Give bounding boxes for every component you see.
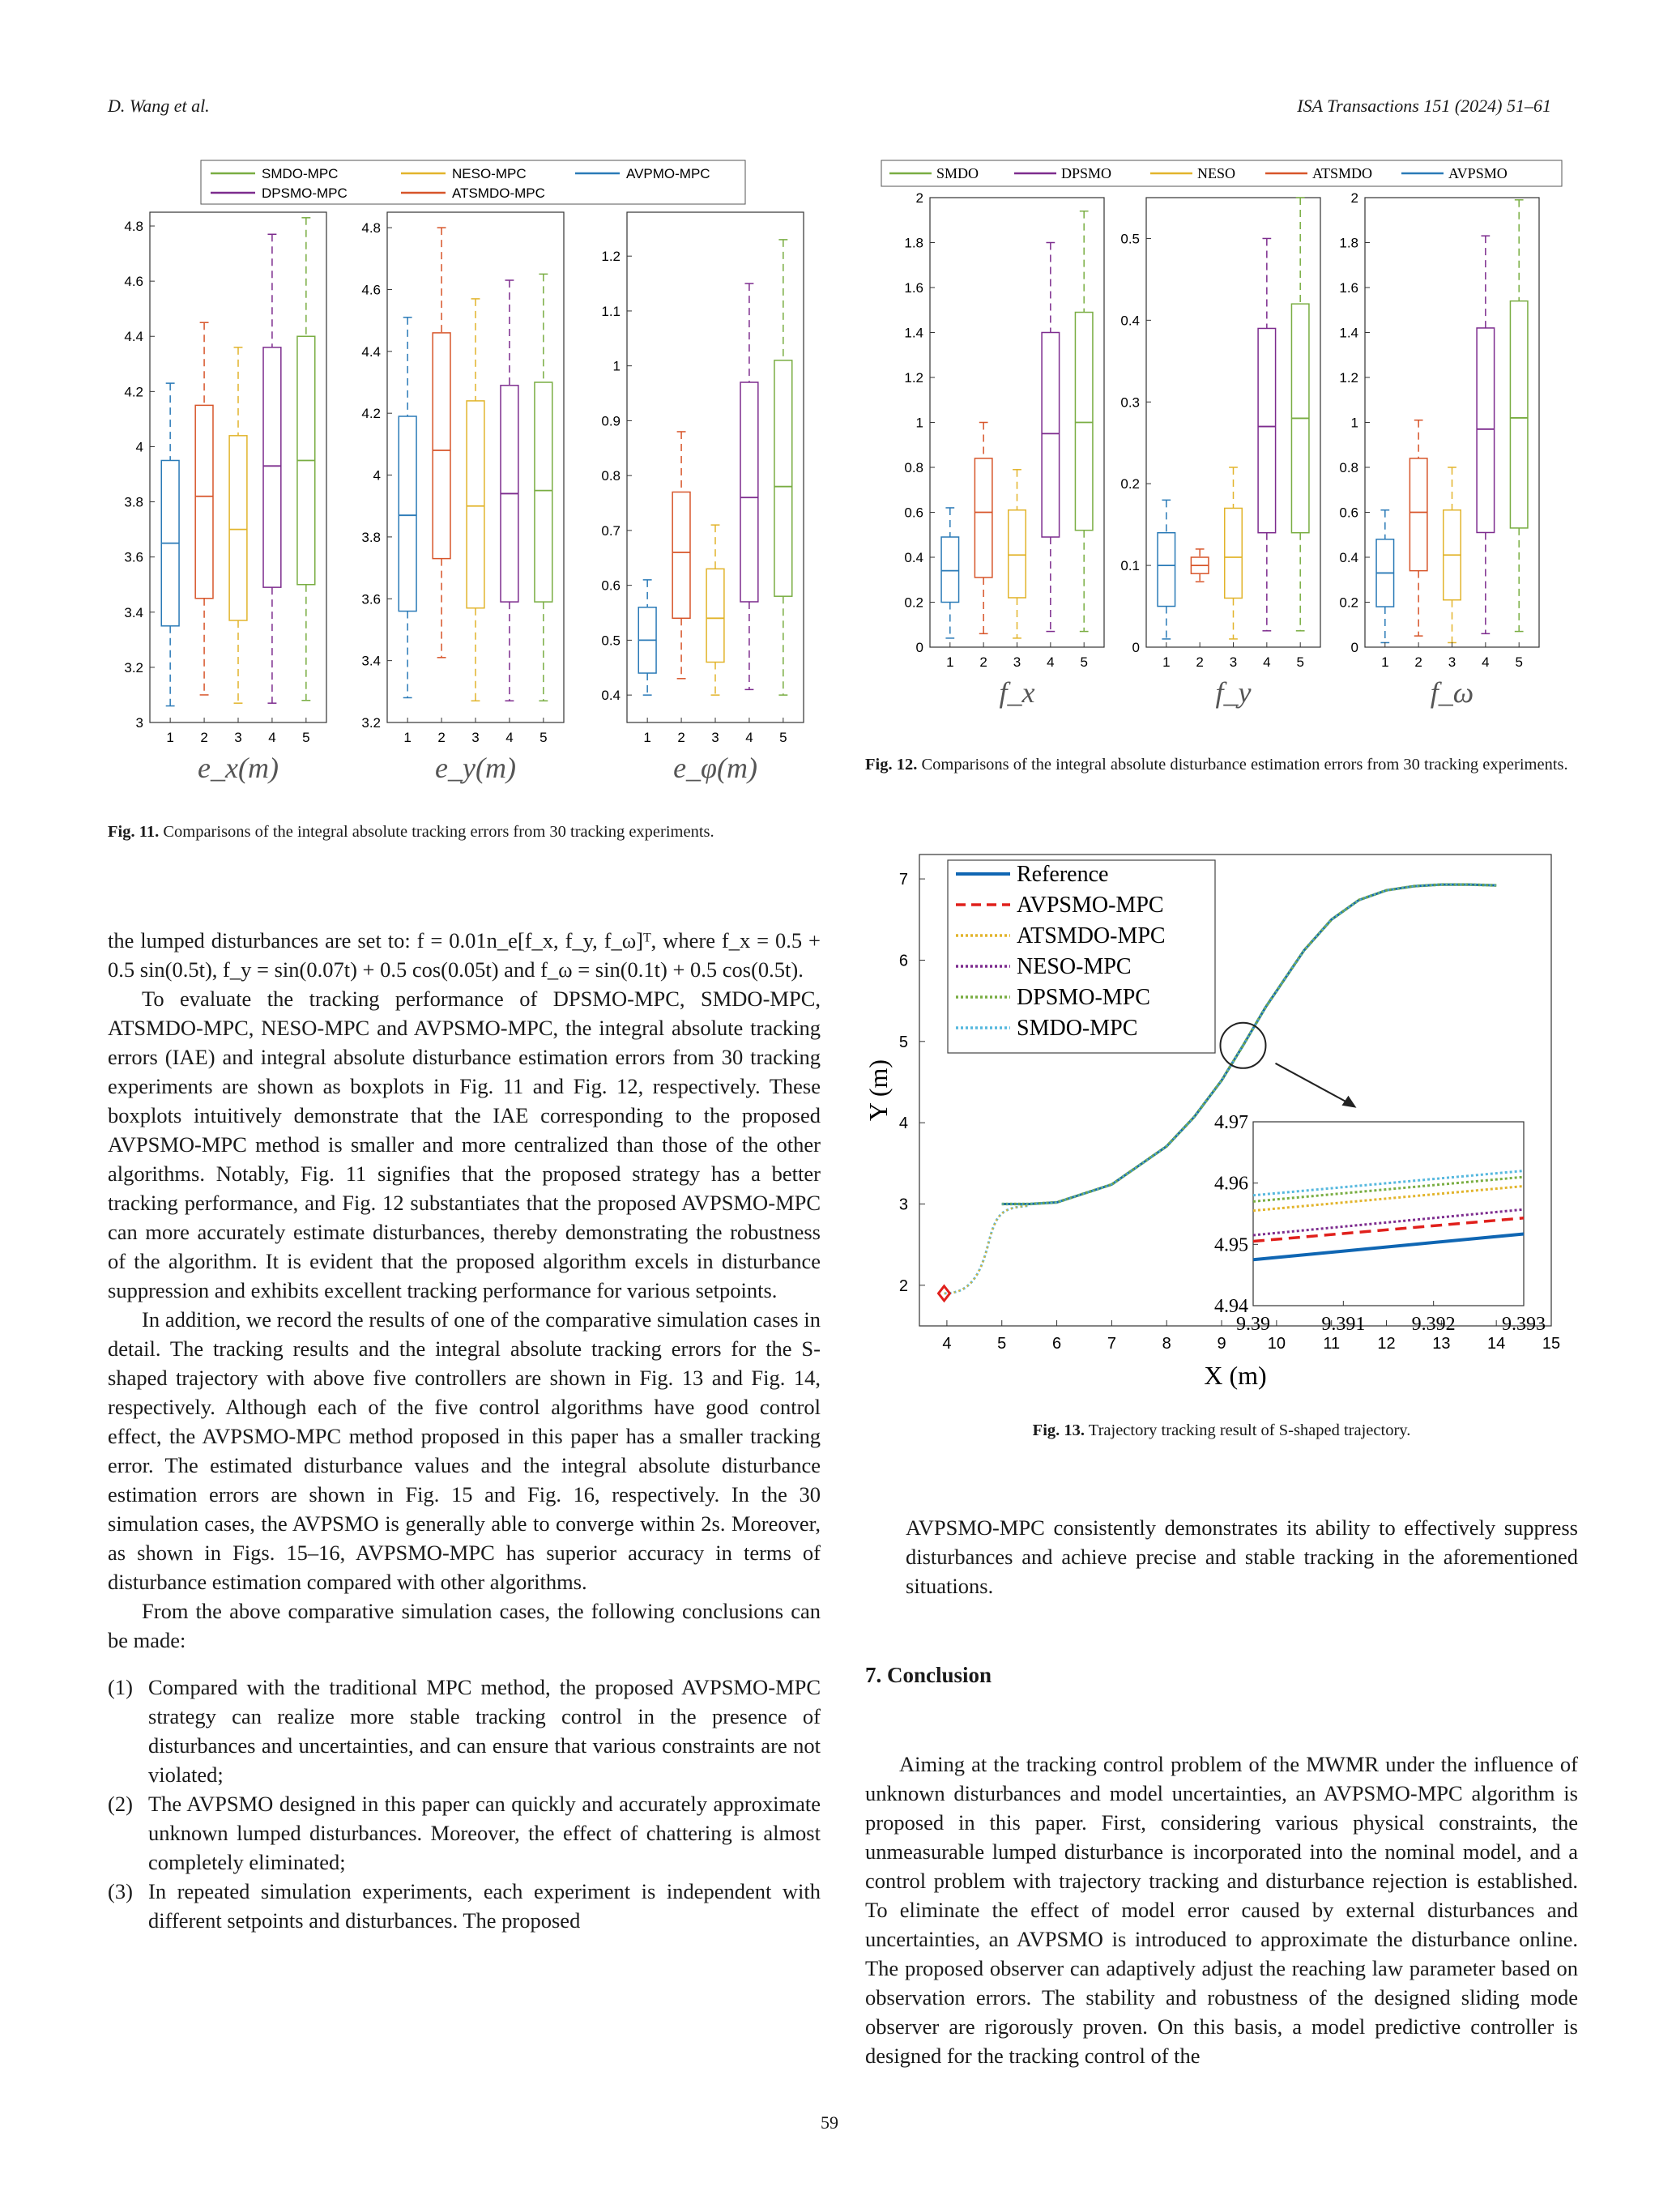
x-tick-label: 2: [1196, 654, 1204, 670]
fig11-legend-item: AVPMO-MPC: [626, 166, 710, 181]
y-tick-label: 0.2: [904, 595, 923, 611]
y-tick-label: 0.8: [601, 468, 621, 484]
y-tick-label: 0.8: [904, 460, 923, 475]
fig11-panel-ey: [361, 212, 564, 784]
legend-label: Reference: [1017, 862, 1109, 887]
y-tick-label: 1: [612, 358, 621, 374]
box-iqr: [229, 436, 247, 620]
y-tick-label: 0.4: [601, 688, 621, 704]
y-tick-label: 3: [898, 1196, 908, 1214]
x-axis-label: f_ω: [1430, 676, 1474, 709]
x-tick-label: 6: [1052, 1335, 1062, 1353]
y-tick-label: 3: [135, 715, 143, 731]
y-tick-label: 4.4: [361, 343, 381, 360]
y-tick-label: 4.2: [124, 384, 143, 400]
y-tick-label: 1.6: [904, 280, 923, 296]
x-axis-label: e_y(m): [435, 752, 516, 784]
fig12-figure: [875, 154, 1588, 737]
x-tick-label: 3: [234, 730, 242, 745]
fig11-figure: [97, 154, 818, 810]
x-tick-label: 13: [1432, 1335, 1451, 1353]
y-tick-label: 0.5: [1120, 231, 1140, 247]
fig11-legend: [201, 160, 745, 204]
x-tick-label: 5: [1080, 654, 1088, 670]
fig13-caption: Fig. 13. Trajectory tracking result of S-shaped trajectory.: [1032, 1421, 1411, 1439]
x-tick-label: 2: [677, 730, 685, 745]
fig13-inset: [1214, 1112, 1546, 1335]
y-tick-label: 1.4: [904, 325, 923, 341]
section-heading-conclusion: 7. Conclusion: [865, 1663, 992, 1687]
x-axis-label: f_y: [1215, 676, 1252, 709]
x-tick-label: 4: [745, 730, 753, 745]
y-tick-label: 1.1: [601, 303, 621, 319]
x-tick-label: 5: [1515, 654, 1523, 670]
inset-y-tick-label: 4.94: [1214, 1296, 1248, 1317]
axes-frame: [1365, 198, 1539, 647]
page-number: 59: [821, 2112, 838, 2133]
paragraph-conclusions-intro: From the above comparative simulation cases, the following conclusions can be made:: [108, 1599, 821, 1652]
paragraph-comparison: In addition, we record the results of one of the comparative simulation cases in detail. The tracking results and the integral absolute tracking errors for the S-shaped trajectory with above five controllers are shown in Fig. 13 and Fig. 14, respectively. Although each of the five control algorithms have good control effect, the AVPSMO-MPC method proposed in this paper has a smaller tracking error. The estimated disturbance values and the integral absolute disturbance estimation errors are shown in Fig. 15 and Fig. 16, respectively. In the 30 simulation cases, the AVPSMO is generally able to converge within 2s. Moreover, as shown in Figs. 15–16, AVPSMO-MPC has superior accuracy in terms of disturbance estimation compared with other algorithms.: [108, 1307, 821, 1594]
x-tick-label: 11: [1323, 1335, 1341, 1353]
y-tick-label: 0.6: [1339, 505, 1358, 521]
box-iqr: [740, 382, 758, 602]
x-tick-label: 5: [1296, 654, 1304, 670]
x-tick-label: 14: [1487, 1335, 1506, 1353]
y-tick-label: 4: [898, 1115, 908, 1133]
box-iqr: [433, 333, 450, 559]
x-tick-label: 5: [302, 730, 310, 745]
inset-y-tick-label: 4.96: [1214, 1173, 1248, 1195]
x-tick-label: 3: [711, 730, 719, 745]
x-tick-label: 4: [1482, 654, 1490, 670]
y-tick-label: 0.3: [1120, 394, 1140, 411]
fig12-panel-fw: [1339, 190, 1539, 709]
box-iqr: [1510, 301, 1528, 528]
x-tick-label: 4: [942, 1335, 952, 1353]
inset-x-tick-label: 9.391: [1321, 1314, 1366, 1335]
x-tick-label: 12: [1377, 1335, 1396, 1353]
right-column-continuation: [906, 1513, 1578, 1600]
y-tick-label: 4.6: [361, 282, 381, 298]
x-tick-label: 4: [505, 730, 514, 745]
y-tick-label: 0.4: [904, 550, 923, 565]
box-iqr: [975, 458, 992, 578]
x-tick-label: 2: [979, 654, 987, 670]
x-tick-label: 3: [1229, 654, 1238, 670]
y-tick-label: 3.6: [361, 591, 381, 607]
left-column: [108, 926, 821, 1935]
fig11-legend-item: DPSMO-MPC: [262, 185, 348, 201]
x-tick-label: 1: [403, 730, 412, 745]
x-tick-label: 5: [997, 1335, 1007, 1353]
y-tick-label: 4.6: [124, 274, 143, 290]
x-tick-label: 5: [539, 730, 548, 745]
y-tick-label: 7: [898, 871, 908, 889]
y-tick-label: 2: [1350, 190, 1358, 206]
box-iqr: [706, 569, 724, 662]
y-tick-label: 1.8: [1339, 235, 1358, 251]
conclusion-list: [108, 1673, 821, 1935]
fig11-legend-item: SMDO-MPC: [262, 166, 339, 181]
list-item: (3) In repeated simulation experiments, each experiment is independent with different setpoints and disturbances. The proposed: [108, 1879, 821, 1933]
y-tick-label: 0.8: [1339, 460, 1358, 475]
fig12-legend: [881, 160, 1562, 186]
y-tick-label: 3.4: [124, 604, 143, 620]
x-tick-label: 4: [268, 730, 276, 745]
y-tick-label: 1: [1350, 415, 1358, 431]
fig12-legend-item: ATSMDO: [1312, 165, 1373, 181]
box-iqr: [1009, 510, 1026, 598]
fig11-caption: Fig. 11. Comparisons of the integral absolute tracking errors from 30 tracking experiments.: [108, 823, 714, 841]
x-tick-label: 2: [437, 730, 446, 745]
y-tick-label: 4.8: [124, 219, 143, 235]
box-iqr: [195, 405, 213, 598]
right-column: [865, 1750, 1578, 2070]
y-tick-label: 3.2: [124, 659, 143, 676]
legend-label: DPSMO-MPC: [1017, 985, 1150, 1010]
x-tick-label: 15: [1542, 1335, 1561, 1353]
inset-frame: [1253, 1122, 1524, 1306]
y-tick-label: 1.2: [601, 249, 621, 265]
box-iqr: [1225, 508, 1243, 598]
fig11-legend-item: NESO-MPC: [452, 166, 527, 181]
x-axis-label: e_φ(m): [673, 752, 757, 784]
box-iqr: [535, 382, 552, 602]
list-item: (2) The AVPSMO designed in this paper can quickly and accurately approximate unknown lumped disturbances. Moreover, the effect of chattering is almost completely eliminated;: [108, 1792, 821, 1874]
fig12-caption: Fig. 12. Comparisons of the integral absolute disturbance estimation errors from 30 tracking experiments.: [865, 756, 1568, 774]
y-tick-label: 1.2: [1339, 370, 1358, 386]
inset-x-tick-label: 9.39: [1236, 1314, 1270, 1335]
y-tick-label: 5: [898, 1033, 908, 1051]
y-tick-label: 3.8: [361, 529, 381, 545]
y-tick-label: 4.8: [361, 220, 381, 237]
fig12-legend-item: DPSMO: [1061, 165, 1112, 181]
x-axis-label: e_x(m): [198, 752, 279, 784]
inset-y-tick-label: 4.97: [1214, 1112, 1248, 1133]
x-tick-label: 3: [471, 730, 480, 745]
y-tick-label: 4.2: [361, 406, 381, 422]
fig12-panel-fx: [904, 190, 1104, 709]
legend-label: AVPSMO-MPC: [1017, 893, 1164, 918]
axes-frame: [1146, 198, 1320, 647]
fig13-plot: [864, 855, 1560, 1390]
y-tick-label: 0.4: [1339, 550, 1358, 565]
fig12-legend-item: NESO: [1197, 165, 1236, 181]
box-iqr: [1477, 328, 1495, 533]
x-tick-label: 1: [1162, 654, 1171, 670]
y-tick-label: 3.6: [124, 549, 143, 565]
paragraph-continuation: AVPSMO-MPC consistently demonstrates its ability to effectively suppress disturbances and achieve precise and stable tracking in the aforementioned situations.: [906, 1515, 1578, 1598]
fig12-legend-item: AVPSMO: [1448, 165, 1508, 181]
y-tick-label: 2: [898, 1276, 908, 1295]
box-iqr: [941, 537, 959, 602]
fig11-panel-ephi: [601, 212, 804, 784]
inset-x-tick-label: 9.393: [1502, 1314, 1546, 1335]
box-iqr: [1258, 328, 1276, 532]
box-iqr: [263, 347, 281, 587]
y-tick-label: 3.2: [361, 715, 381, 731]
legend-label: NESO-MPC: [1017, 954, 1132, 979]
y-tick-label: 4: [135, 439, 143, 455]
x-tick-label: 1: [1381, 654, 1389, 670]
legend-label: SMDO-MPC: [1017, 1016, 1138, 1041]
y-tick-label: 0.5: [601, 633, 621, 649]
y-tick-label: 0: [915, 640, 923, 655]
box-iqr: [467, 401, 484, 608]
y-tick-label: 4: [373, 467, 381, 484]
y-tick-label: 0.7: [601, 522, 621, 539]
box-iqr: [1075, 313, 1093, 531]
y-tick-label: 1.8: [904, 235, 923, 251]
y-tick-label: 1.2: [904, 370, 923, 386]
running-authors: D. Wang et al.: [108, 96, 210, 116]
y-tick-label: 0.9: [601, 413, 621, 429]
fig13-legend: [948, 860, 1215, 1053]
x-tick-label: 3: [1013, 654, 1021, 670]
paragraph-evaluation: To evaluate the tracking performance of DPSMO-MPC, SMDO-MPC, ATSMDO-MPC, NESO-MPC and AVPSMO-MPC, the integral absolute tracking errors (IAE) and integral absolute disturbance estimation errors from 30 tracking experiments are shown as boxplots in Fig. 11 and Fig. 12, respectively. These boxplots intuitively demonstrate that the IAE corresponding to the proposed AVPSMO-MPC method is smaller and more centralized than those of the other algorithms. Notably, Fig. 11 signifies that the proposed strategy has a better tracking performance, and Fig. 12 substantiates that the proposed AVPSMO-MPC can more accurately estimate disturbances, thereby demonstrating the robustness of the algorithm. It is evident that the proposed algorithm excels in disturbance suppression and exhibits excellent tracking performance for various setpoints.: [108, 987, 821, 1302]
axes-frame: [627, 212, 804, 722]
y-tick-label: 0.2: [1120, 476, 1140, 492]
inset-y-tick-label: 4.95: [1214, 1234, 1248, 1256]
fig11-panel-ex: [124, 212, 326, 784]
y-tick-label: 6: [898, 952, 908, 970]
box-iqr: [672, 492, 690, 618]
x-tick-label: 1: [946, 654, 954, 670]
paragraph-disturbances: the lumped disturbances are set to: f = 0.01n_e[f_x, f_y, f_ω]ᵀ, where f_x = 0.5 + 0.5 sin(0.5t), f_y = sin(0.07t) + 0.5 cos(0.05t) and f_ω = sin(0.1t) + 0.5 cos(0.5t).: [108, 928, 821, 982]
box-iqr: [774, 360, 792, 596]
y-tick-label: 0.6: [904, 505, 923, 521]
y-tick-label: 1.4: [1339, 325, 1358, 341]
y-tick-label: 0: [1132, 640, 1140, 655]
y-tick-label: 0.2: [1339, 595, 1358, 611]
x-tick-label: 9: [1217, 1335, 1226, 1353]
box-iqr: [1042, 333, 1060, 538]
x-tick-label: 4: [1263, 654, 1271, 670]
fig12-legend-item: SMDO: [936, 165, 979, 181]
y-tick-label: 0.6: [601, 578, 621, 594]
x-tick-label: 5: [779, 730, 787, 745]
x-tick-label: 8: [1162, 1335, 1171, 1353]
x-axis-label: f_x: [999, 676, 1035, 709]
x-tick-label: 1: [643, 730, 651, 745]
box-iqr: [1158, 533, 1175, 607]
y-tick-label: 0.1: [1120, 558, 1140, 574]
x-axis-label: X (m): [1204, 1361, 1267, 1390]
x-tick-label: 2: [1414, 654, 1422, 670]
x-tick-label: 2: [200, 730, 208, 745]
paragraph-conclusion: Aiming at the tracking control problem of the MWMR under the influence of unknown disturbances and model uncertainties, an AVPSMO-MPC algorithm is proposed in this paper. First, considering various physical constraints, the unmeasurable lumped disturbance is incorporated into the nominal model, and a control problem with trajectory tracking and disturbance rejection is established. To eliminate the effect of model error caused by external disturbances and uncertainties, an AVPSMO is introduced to approximate the disturbance online. The proposed observer can adaptively adjust the reaching law parameter based on observation errors. The stability and robustness of the designed sliding mode observer are rigorously proven. On this basis, a model predictive controller is designed for the tracking control of the: [865, 1752, 1578, 2068]
y-tick-label: 1: [915, 415, 923, 431]
y-tick-label: 0: [1350, 640, 1358, 655]
running-journal: ISA Transactions 151 (2024) 51–61: [1297, 96, 1551, 116]
x-tick-label: 4: [1047, 654, 1055, 670]
fig13-figure: [864, 842, 1576, 1417]
y-tick-label: 1.6: [1339, 280, 1358, 296]
y-tick-label: 4.4: [124, 329, 143, 345]
fig12-panel-fy: [1120, 198, 1320, 709]
x-tick-label: 1: [166, 730, 174, 745]
box-iqr: [1410, 458, 1427, 571]
y-tick-label: 2: [915, 190, 923, 206]
inset-x-tick-label: 9.392: [1411, 1314, 1456, 1335]
y-tick-label: 0.4: [1120, 313, 1140, 329]
x-tick-label: 7: [1107, 1335, 1116, 1353]
y-tick-label: 3.4: [361, 653, 381, 669]
fig11-legend-item: ATSMDO-MPC: [452, 185, 545, 201]
y-axis-label: Y (m): [864, 1059, 893, 1122]
x-tick-label: 3: [1448, 654, 1456, 670]
list-item: (1) Compared with the traditional MPC method, the proposed AVPSMO-MPC strategy can realize more stable tracking control in the presence of disturbances and uncertainties, and can ensure that various constraints are not violated;: [108, 1675, 821, 1787]
legend-label: ATSMDO-MPC: [1017, 923, 1166, 948]
y-tick-label: 3.8: [124, 494, 143, 510]
x-tick-label: 10: [1267, 1335, 1286, 1353]
box-iqr: [399, 416, 416, 612]
